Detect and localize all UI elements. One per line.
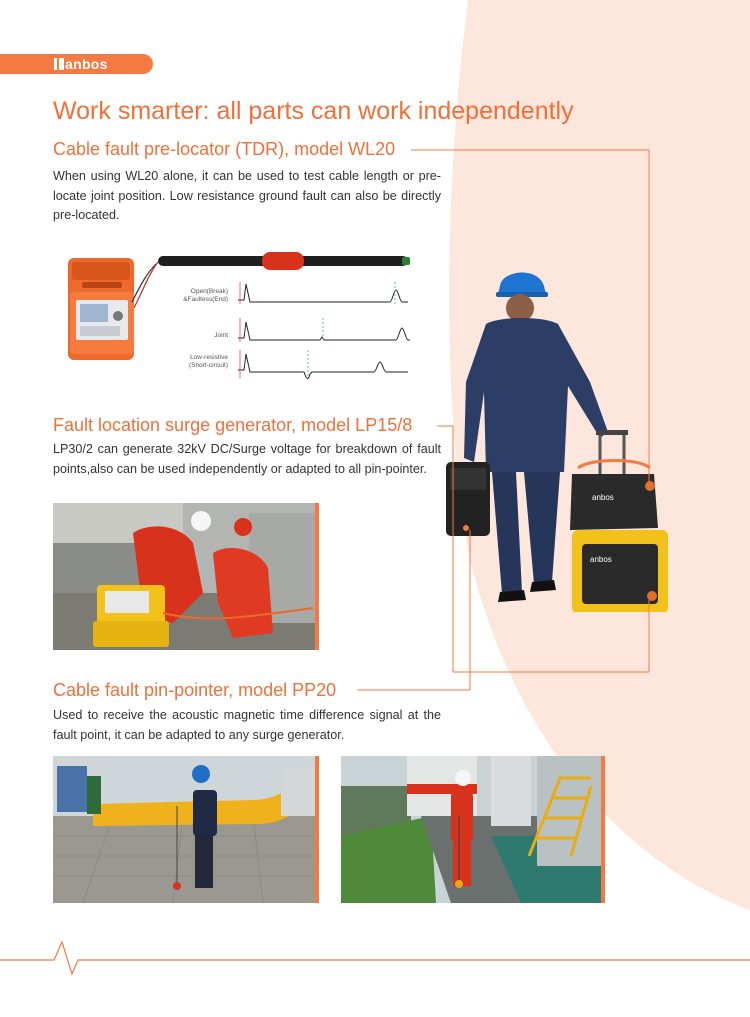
tdr-diagram [62, 242, 422, 382]
label-joint: Joint [214, 332, 228, 339]
section-text-wl20: When using WL20 alone, it can be used to test cable length or pre-locate joint position. Low resistance ground fault can also be directly pre-located. [53, 169, 441, 222]
section-heading-wl20: Cable fault pre-locator (TDR), model WL20 [53, 139, 396, 159]
section-heading-pp20: Cable fault pin-pointer, model PP20 [53, 680, 337, 700]
label-low-line2: (Short-circuit) [188, 362, 228, 369]
photo-pinpointer-facility [341, 756, 605, 903]
tdr-device-illustration [62, 242, 422, 382]
brand-mark-icon [54, 58, 64, 70]
label-low-line1: Low-resistive [190, 354, 228, 361]
section-text-lp15: LP30/2 can generate 32kV DC/Surge voltage for breakdown of fault points,also can be used independently or adapted to all pin-pointer. [53, 442, 441, 476]
page-title: Work smarter: all parts can work independently [53, 97, 574, 125]
photo-surge-generator-workers [53, 503, 319, 650]
photo-pinpointer-pipeline [53, 756, 319, 903]
brand-name: anbos [65, 56, 108, 72]
label-open-line1: Open(Break) [190, 288, 228, 295]
label-open-line2: &Faultess(End) [183, 296, 228, 303]
label-open-break [138, 288, 228, 304]
worker-with-equipment-illustration [440, 262, 680, 612]
bag-logo-top: anbos [592, 493, 614, 502]
section-text-pp20: Used to receive the acoustic magnetic time difference signal at the fault point, it can be adapted to any surge generator. [53, 708, 441, 742]
bag-logo-bottom: anbos [590, 555, 612, 564]
section-heading-lp15: Fault location surge generator, model LP15/8 [53, 415, 413, 435]
footer-heartbeat-line [0, 930, 750, 980]
label-low-resistive [138, 354, 228, 370]
brand-logo [0, 54, 153, 74]
